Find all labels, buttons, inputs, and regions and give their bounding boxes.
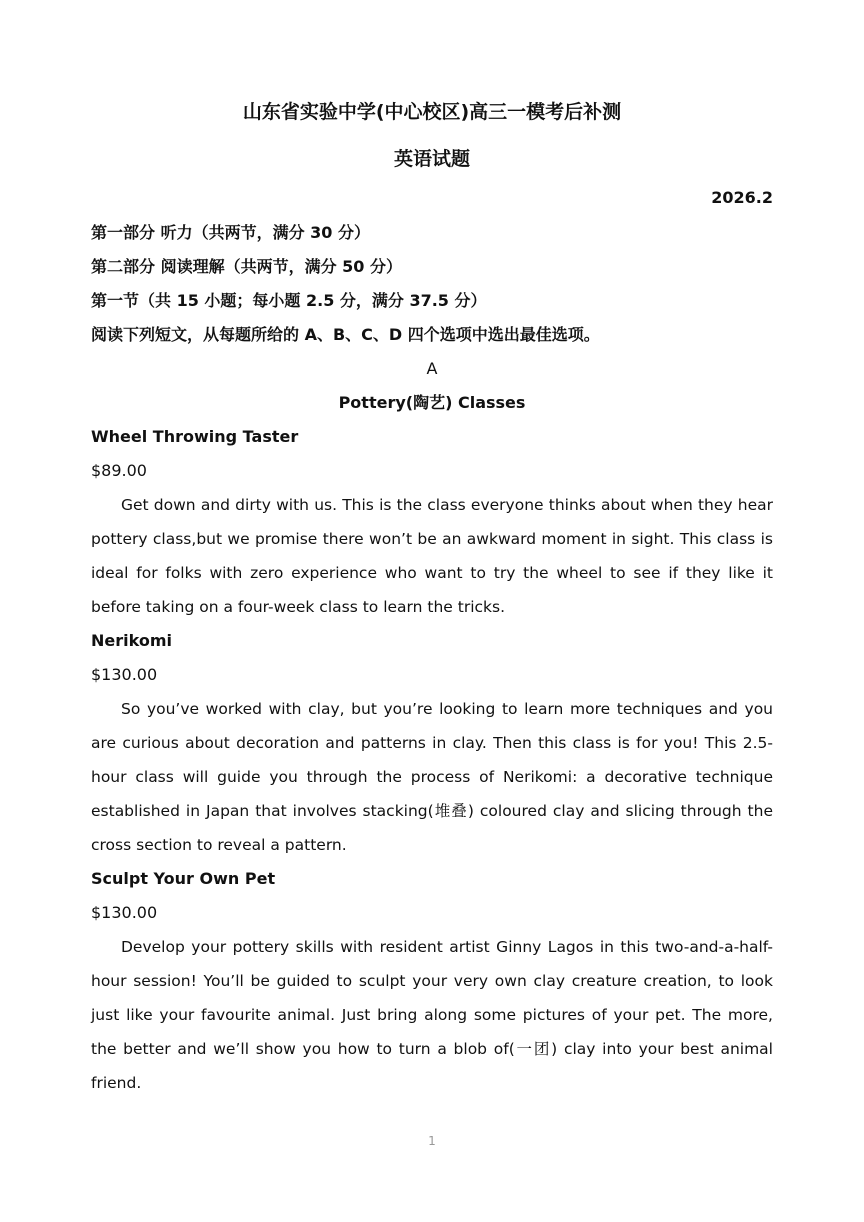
- exam-subtitle: 英语试题: [393, 148, 470, 170]
- class-name: Sculpt Your Own Pet: [91, 869, 276, 888]
- reading-instruction: 阅读下列短文，从每题所给的 A、B、C、D 四个选项中选出最佳选项。: [91, 325, 600, 344]
- part1-heading: 第一部分 听力（共两节，满分 30 分）: [91, 223, 370, 242]
- exam-date: 2026.2: [711, 188, 773, 207]
- class-price: $89.00: [91, 461, 147, 480]
- class-name: Wheel Throwing Taster: [91, 427, 299, 446]
- class-description: Develop your pottery skills with resident artist Ginny Lagos in this two-and-a-half-hour session! You’ll be guided to sculpt your very own clay creature creation, to look just like your favourite animal. Just bring along some pictures of your pet. The more, the better and we’ll show you how to turn a blob of(一团) clay into your best animal friend.: [91, 938, 773, 1092]
- exam-body: [91, 216, 773, 1100]
- class-description: Get down and dirty with us. This is the class everyone thinks about when they hear pottery class,but we promise there won’t be an awkward moment in sight. This class is ideal for folks with zero experience who want to try the wheel to see if they like it before taking on a four-week class to learn the tricks.: [91, 496, 773, 616]
- class-price: $130.00: [91, 665, 158, 684]
- exam-title: 山东省实验中学(中心校区)高三一模考后补测: [242, 101, 622, 123]
- page-number: 1: [428, 1134, 436, 1148]
- section1-heading: 第一节（共 15 小题；每小题 2.5 分，满分 37.5 分）: [91, 291, 487, 310]
- class-name: Nerikomi: [91, 631, 172, 650]
- passage-letter: A: [426, 359, 438, 378]
- part2-heading: 第二部分 阅读理解（共两节，满分 50 分）: [91, 257, 402, 276]
- class-price: $130.00: [91, 903, 158, 922]
- class-description: So you’ve worked with clay, but you’re looking to learn more techniques and you are curious about decoration and patterns in clay. Then this class is for you! This 2.5-hour class will guide you through the process of Nerikomi: a decorative technique established in Japan that involves stacking(堆叠) coloured clay and slicing through the cross section to reveal a pattern.: [91, 700, 773, 854]
- passage-title: Pottery(陶艺) Classes: [338, 393, 526, 412]
